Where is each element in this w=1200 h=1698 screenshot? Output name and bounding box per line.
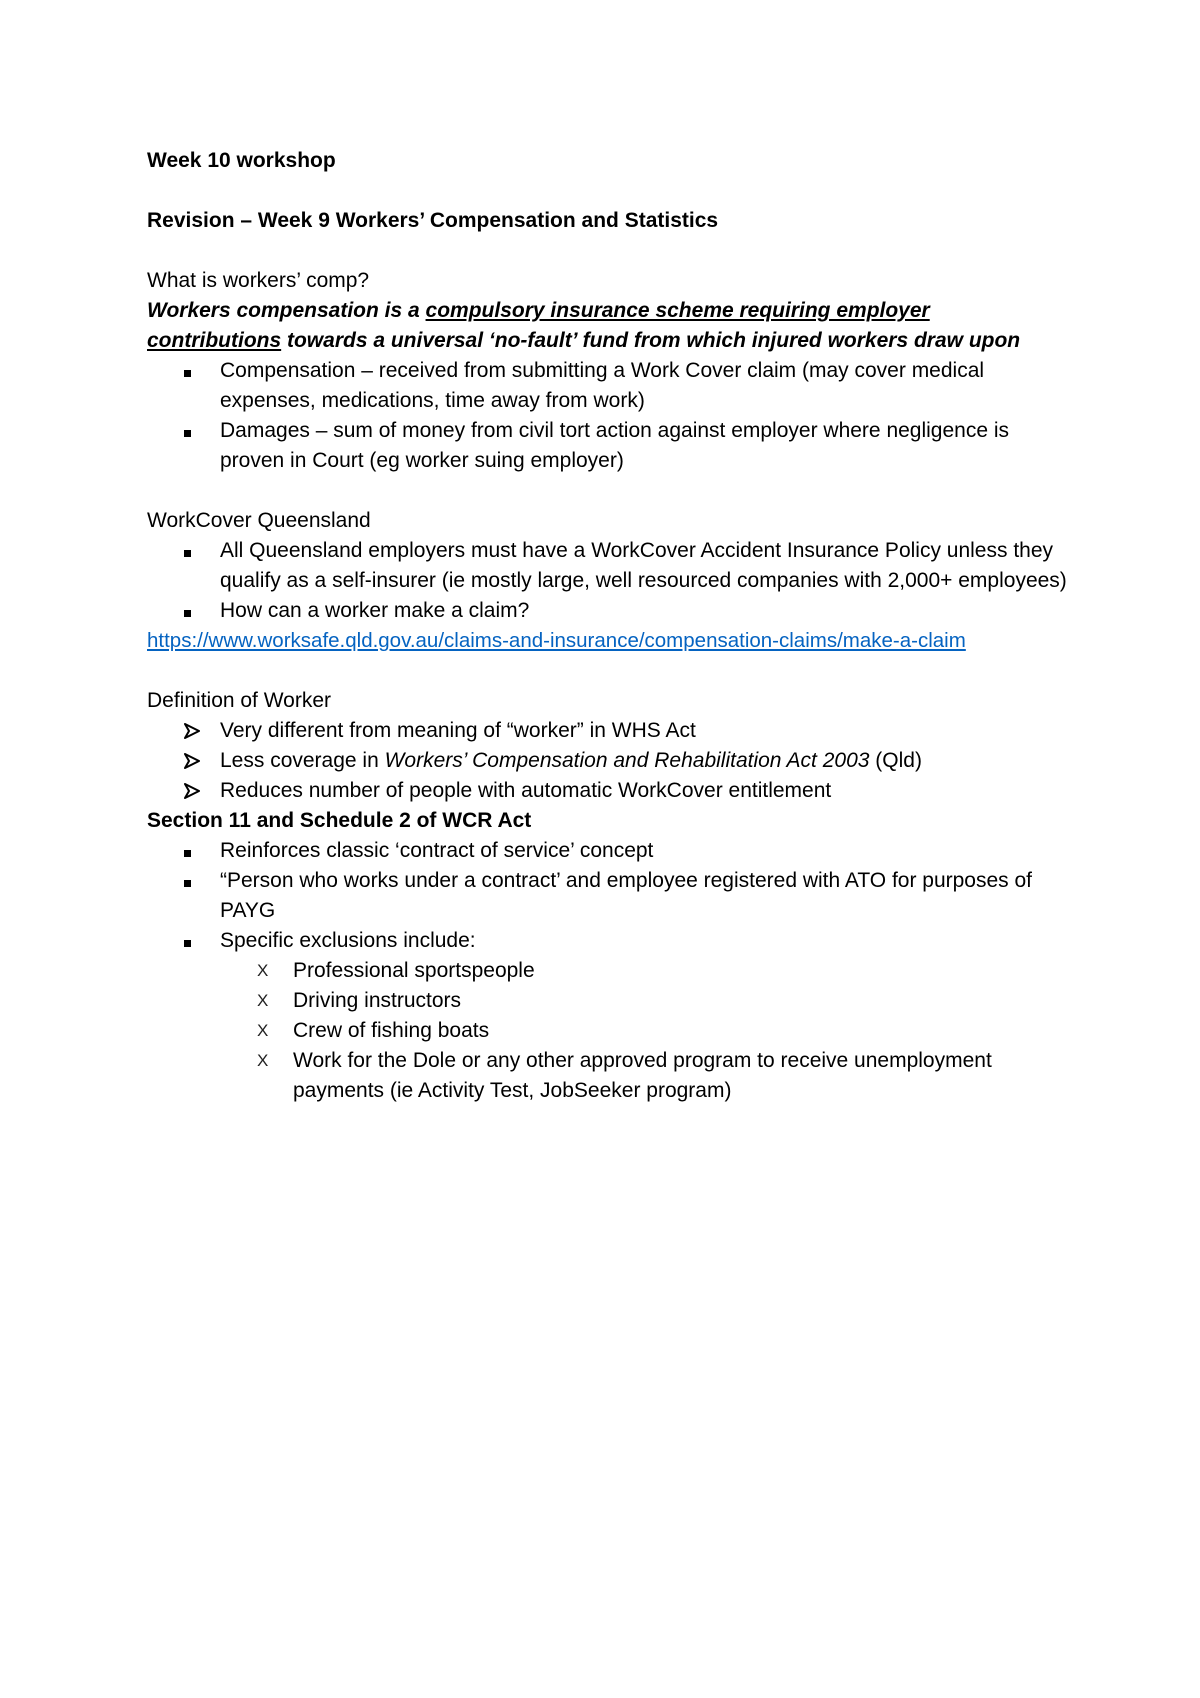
exclusion-text: Driving instructors xyxy=(293,989,462,1012)
list-item xyxy=(147,356,1077,416)
section11-bullet-list xyxy=(147,836,1077,956)
document-page xyxy=(147,146,1077,1106)
arrow-bullet-icon xyxy=(184,716,208,748)
square-bullet-icon xyxy=(184,836,208,866)
bullet-text: Reinforces classic ‘contract of service’ concept xyxy=(220,839,654,862)
list-item xyxy=(147,716,1077,746)
list-item xyxy=(147,986,1077,1016)
cross-bullet-icon: X xyxy=(257,961,269,980)
list-item xyxy=(147,866,1077,926)
what-is-bullet-list xyxy=(147,356,1077,476)
make-a-claim-link[interactable]: https://www.worksafe.qld.gov.au/claims-and-insurance/compensation-claims/make-a-claim xyxy=(147,629,966,652)
cross-bullet-icon: X xyxy=(257,1021,269,1040)
arrow-item-text: Very different from meaning of “worker” in WHS Act xyxy=(220,719,696,742)
square-bullet-icon xyxy=(184,926,208,956)
bullet-text: All Queensland employers must have a WorkCover Accident Insurance Policy unless they qualify as a self-insurer (ie mostly large, well resourced companies with 2,000+ employees) xyxy=(220,539,1067,592)
square-bullet-icon xyxy=(184,596,208,626)
revision-heading: Revision – Week 9 Workers’ Compensation and Statistics xyxy=(147,209,719,232)
list-item xyxy=(147,596,1077,626)
square-bullet-icon xyxy=(184,416,208,446)
definition-text-2: towards a universal ‘no-fault’ fund from which injured workers draw upon xyxy=(281,329,1021,352)
act-title: Workers’ Compensation and Rehabilitation Act 2003 xyxy=(384,749,870,772)
definition-underlined-1: compulsory insurance scheme requiring employer xyxy=(425,299,930,322)
bullet-text: “Person who works under a contract’ and employee registered with ATO for purposes of PAYG xyxy=(220,869,1033,922)
definition-underlined-2: contributions xyxy=(147,329,282,352)
bullet-text: How can a worker make a claim? xyxy=(220,599,530,622)
workcover-heading: WorkCover Queensland xyxy=(147,509,371,532)
list-item xyxy=(147,926,1077,956)
square-bullet-icon xyxy=(184,866,208,896)
list-item xyxy=(147,1016,1077,1046)
list-item xyxy=(147,416,1077,476)
exclusions-list xyxy=(147,956,1077,1106)
cross-bullet-icon: X xyxy=(257,991,269,1010)
exclusion-text: Crew of fishing boats xyxy=(293,1019,490,1042)
definition-text-1: Workers compensation is a xyxy=(147,299,426,322)
cross-bullet-icon: X xyxy=(257,1051,269,1070)
what-is-question: What is workers’ comp? xyxy=(147,269,370,292)
bullet-text: Compensation – received from submitting a Work Cover claim (may cover medical expenses, medications, time away from work) xyxy=(220,359,985,412)
exclusion-text: Professional sportspeople xyxy=(293,959,535,982)
list-item xyxy=(147,836,1077,866)
bullet-text: Damages – sum of money from civil tort action against employer where negligence is proven in Court (eg worker suing employer) xyxy=(220,419,1010,472)
list-item xyxy=(147,746,1077,776)
list-item xyxy=(147,956,1077,986)
document-title: Week 10 workshop xyxy=(147,149,336,172)
workers-comp-definition xyxy=(147,296,1077,356)
list-item xyxy=(147,1046,1077,1106)
list-item xyxy=(147,536,1077,596)
bullet-text: Specific exclusions include: xyxy=(220,929,476,952)
definition-heading: Definition of Worker xyxy=(147,689,332,712)
section11-heading: Section 11 and Schedule 2 of WCR Act xyxy=(147,809,532,832)
arrow-bullet-icon xyxy=(184,746,208,778)
arrow-item-text-pre: Less coverage in xyxy=(220,749,385,772)
arrow-item-text: Reduces number of people with automatic WorkCover entitlement xyxy=(220,779,832,802)
square-bullet-icon xyxy=(184,536,208,566)
workcover-bullet-list xyxy=(147,536,1077,626)
definition-arrow-list xyxy=(147,716,1077,806)
square-bullet-icon xyxy=(184,356,208,386)
list-item xyxy=(147,776,1077,806)
arrow-bullet-icon xyxy=(184,776,208,808)
exclusion-text: Work for the Dole or any other approved program to receive unemployment payments (ie Activity Test, JobSeeker program) xyxy=(293,1049,992,1102)
arrow-item-text-post: (Qld) xyxy=(869,749,922,772)
